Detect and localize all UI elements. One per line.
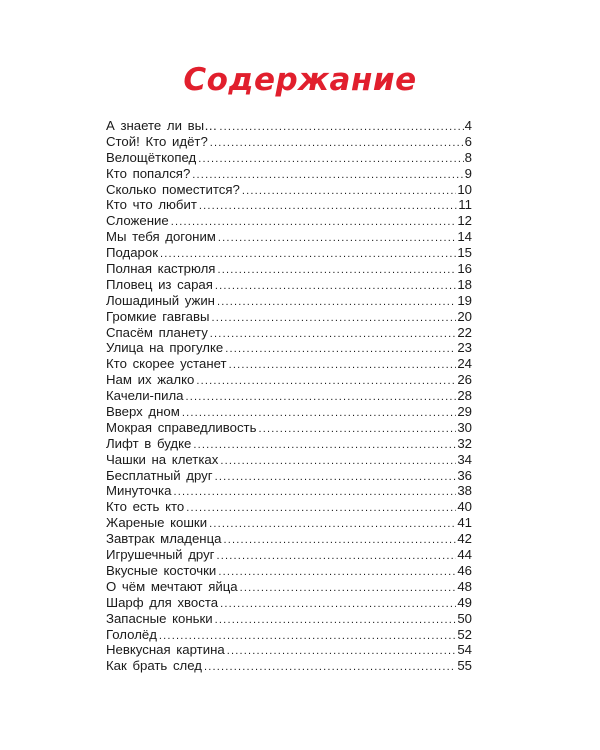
table-of-contents <box>106 118 472 674</box>
dot-leader <box>219 120 463 134</box>
toc-entry-page-number: 28 <box>457 388 472 404</box>
dot-leader <box>192 168 463 182</box>
toc-entry[interactable] <box>106 197 472 213</box>
dot-leader <box>160 247 456 261</box>
toc-entry[interactable] <box>106 483 472 499</box>
toc-entry-page-number: 14 <box>457 229 472 245</box>
toc-entry[interactable] <box>106 372 472 388</box>
toc-entry[interactable] <box>106 499 472 515</box>
page-title: Содержание <box>183 62 417 98</box>
toc-entry-page-number: 48 <box>457 578 472 594</box>
dot-leader <box>218 231 456 245</box>
toc-entry-page-number: 19 <box>457 292 472 308</box>
toc-entry-title: Мы тебя догоним <box>106 229 216 245</box>
toc-entry[interactable] <box>106 563 472 579</box>
toc-entry-title: Шарф для хвоста <box>106 594 219 610</box>
toc-entry-page-number: 10 <box>457 181 472 197</box>
dot-leader <box>227 644 457 658</box>
toc-entry[interactable] <box>106 420 472 436</box>
toc-entry-title: Пловец из сарая <box>106 276 213 292</box>
dot-leader <box>186 501 456 515</box>
toc-entry[interactable] <box>106 325 472 341</box>
toc-entry-page-number: 26 <box>457 372 472 388</box>
toc-entry[interactable] <box>106 595 472 611</box>
toc-entry-page-number: 40 <box>457 499 472 515</box>
toc-entry-title: Бесплатный друг <box>106 467 213 483</box>
toc-entry[interactable] <box>106 293 472 309</box>
toc-entry[interactable] <box>106 515 472 531</box>
toc-entry-title: Игрушечный друг <box>106 547 215 563</box>
dot-leader <box>218 565 456 579</box>
toc-entry-page-number: 36 <box>457 467 472 483</box>
dot-leader <box>215 613 457 627</box>
dot-leader <box>220 597 456 611</box>
toc-entry[interactable] <box>106 531 472 547</box>
toc-entry-page-number: 20 <box>457 308 472 324</box>
toc-entry[interactable] <box>106 611 472 627</box>
toc-entry[interactable] <box>106 340 472 356</box>
dot-leader <box>220 454 456 468</box>
dot-leader <box>199 199 457 213</box>
toc-entry-title: А знаете ли вы… <box>106 118 218 133</box>
dot-leader <box>182 406 457 420</box>
toc-entry-page-number: 50 <box>457 610 472 626</box>
toc-entry-title: Улица на прогулке <box>106 340 224 356</box>
dot-leader <box>217 263 456 277</box>
dot-leader <box>242 184 457 198</box>
toc-entry-page-number: 34 <box>457 451 472 467</box>
toc-entry[interactable] <box>106 547 472 563</box>
toc-entry[interactable] <box>106 388 472 404</box>
toc-entry-title: Запасные коньки <box>106 610 213 626</box>
toc-entry[interactable] <box>106 245 472 261</box>
toc-entry-page-number: 18 <box>457 276 472 292</box>
toc-entry[interactable] <box>106 642 472 658</box>
toc-entry[interactable] <box>106 261 472 277</box>
toc-entry[interactable] <box>106 579 472 595</box>
toc-entry-page-number: 23 <box>457 340 472 356</box>
toc-entry[interactable] <box>106 436 472 452</box>
toc-entry-title: Подарок <box>106 245 158 261</box>
toc-entry-page-number: 12 <box>457 213 472 229</box>
toc-entry-page-number: 42 <box>457 531 472 547</box>
toc-entry-title: Велощёткопед <box>106 149 197 165</box>
toc-entry-page-number: 22 <box>457 324 472 340</box>
toc-entry-page-number: 32 <box>457 435 472 451</box>
toc-entry-title: Нам их жалко <box>106 372 195 388</box>
toc-entry[interactable] <box>106 309 472 325</box>
toc-entry[interactable] <box>106 213 472 229</box>
dot-leader <box>193 438 456 452</box>
toc-entry-title: Полная кастрюля <box>106 261 216 277</box>
toc-entry-title: Сколько поместится? <box>106 181 240 197</box>
toc-entry-page-number: 24 <box>457 356 472 372</box>
toc-entry[interactable] <box>106 182 472 198</box>
toc-entry-title: Кто есть кто <box>106 499 185 515</box>
dot-leader <box>210 327 457 341</box>
toc-entry[interactable] <box>106 118 472 134</box>
dot-leader <box>173 485 456 499</box>
toc-entry-title: Мокрая справедливость <box>106 419 257 435</box>
toc-entry[interactable] <box>106 627 472 643</box>
toc-entry-title: Кто что любит <box>106 197 197 213</box>
toc-entry-page-number: 9 <box>464 165 472 181</box>
toc-entry[interactable] <box>106 229 472 245</box>
dot-leader <box>211 311 456 325</box>
dot-leader <box>223 533 456 547</box>
toc-entry-title: О чём мечтают яйца <box>106 578 238 594</box>
dot-leader <box>204 660 456 674</box>
dot-leader <box>215 470 457 484</box>
toc-entry-title: Как брать след <box>106 658 202 674</box>
dot-leader <box>159 629 456 643</box>
toc-entry-title: Кто попался? <box>106 165 191 181</box>
toc-entry-page-number: 44 <box>457 547 472 563</box>
toc-entry-page-number: 4 <box>464 118 472 133</box>
toc-entry-page-number: 30 <box>457 419 472 435</box>
toc-entry-title: Жареные кошки <box>106 515 208 531</box>
dot-leader <box>229 358 457 372</box>
toc-entry[interactable] <box>106 277 472 293</box>
dot-leader <box>198 152 463 166</box>
dot-leader <box>215 279 456 293</box>
toc-entry[interactable] <box>106 468 472 484</box>
toc-entry-title: Невкусная картина <box>106 642 225 658</box>
toc-entry-title: Вкусные косточки <box>106 562 217 578</box>
toc-entry-page-number: 16 <box>457 261 472 277</box>
toc-entry-page-number: 15 <box>457 245 472 261</box>
dot-leader <box>217 295 456 309</box>
toc-entry[interactable] <box>106 150 472 166</box>
toc-entry-title: Гололёд <box>106 626 157 642</box>
toc-entry-page-number: 38 <box>457 483 472 499</box>
toc-entry-title: Сложение <box>106 213 169 229</box>
toc-entry-title: Громкие гавгавы <box>106 308 210 324</box>
dot-leader <box>171 215 457 229</box>
toc-entry-page-number: 49 <box>457 594 472 610</box>
toc-entry-title: Завтрак младенца <box>106 531 222 547</box>
toc-entry-title: Минуточка <box>106 483 172 499</box>
toc-entry-title: Чашки на клетках <box>106 451 219 467</box>
toc-entry-title: Стой! Кто идёт? <box>106 133 208 149</box>
toc-entry[interactable] <box>106 658 472 674</box>
toc-entry-page-number: 46 <box>457 562 472 578</box>
toc-entry-page-number: 29 <box>457 404 472 420</box>
toc-entry-page-number: 41 <box>457 515 472 531</box>
dot-leader <box>210 136 464 150</box>
toc-entry-page-number: 8 <box>464 149 472 165</box>
toc-entry[interactable] <box>106 356 472 372</box>
dot-leader <box>185 390 456 404</box>
dot-leader <box>240 581 457 595</box>
dot-leader <box>225 342 456 356</box>
toc-entry-page-number: 55 <box>457 658 472 674</box>
toc-entry-title: Кто скорее устанет <box>106 356 227 372</box>
dot-leader <box>196 374 456 388</box>
dot-leader <box>209 517 456 531</box>
toc-entry[interactable] <box>106 166 472 182</box>
toc-entry-page-number: 6 <box>464 133 472 149</box>
toc-entry-title: Лифт в будке <box>106 435 192 451</box>
dot-leader <box>258 422 456 436</box>
toc-entry-page-number: 11 <box>458 197 472 213</box>
toc-entry-title: Вверх дном <box>106 404 180 420</box>
toc-entry-title: Спасём планету <box>106 324 208 340</box>
toc-entry-page-number: 54 <box>457 642 472 658</box>
toc-entry-page-number: 52 <box>457 626 472 642</box>
toc-entry[interactable] <box>106 134 472 150</box>
toc-entry[interactable] <box>106 404 472 420</box>
dot-leader <box>217 549 457 563</box>
toc-entry-title: Качели-пила <box>106 388 184 404</box>
toc-entry-title: Лошадиный ужин <box>106 292 215 308</box>
toc-entry[interactable] <box>106 452 472 468</box>
